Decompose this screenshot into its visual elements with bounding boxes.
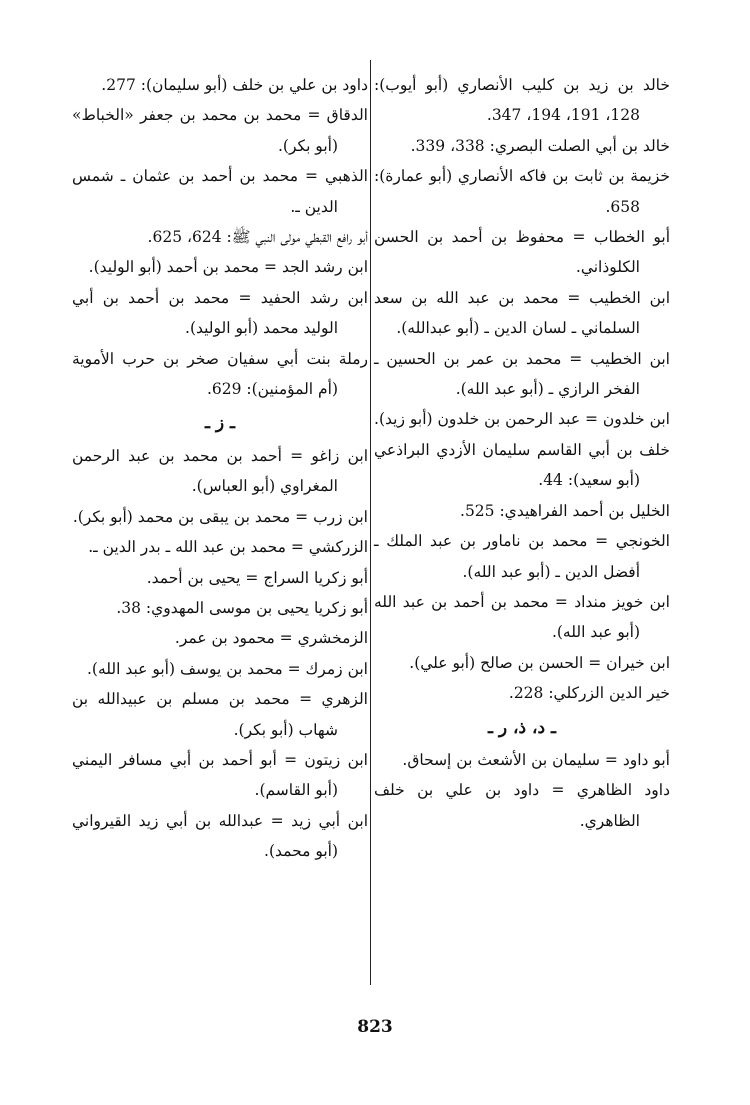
index-entry: ابن زمرك = محمد بن يوسف (أبو عبد الله).: [87, 659, 368, 678]
index-entry: الزركشي = محمد بن عبد الله ـ بدر الدين ـ.: [88, 538, 368, 557]
index-entry: ابن الخطيب = محمد بن عبد الله بن سعد السلماني ـ لسان الدين ـ (أبو عبدالله).: [374, 288, 670, 338]
index-entry: خير الدين الزركلي: 228.: [508, 684, 670, 703]
index-entry: أبو الخطاب = محفوظ بن أحمد بن الحسن الكلوذاني.: [374, 228, 670, 277]
index-entry: الدقاق = محمد بن محمد بن جعفر «الخباط» (أبو بكر).: [72, 106, 368, 155]
index-entry: ابن خلدون = عبد الرحمن بن خلدون (أبو زيد).: [374, 410, 670, 429]
index-entry: أبو رافع القبطي مولى النبي ﷺ: 624، 625.: [147, 228, 368, 247]
index-entry: خلف بن أبي القاسم سليمان الأزدي البراذعي (أبو سعيد): 44.: [374, 440, 670, 490]
index-entry: داود الظاهري = داود بن علي بن خلف الظاهري.: [374, 781, 670, 830]
index-entry: خزيمة بن ثابت بن فاكه الأنصاري (أبو عمارة): 658.: [374, 167, 670, 216]
index-entry: ابن زيتون = أبو أحمد بن أبي مسافر اليمني (أبو القاسم).: [72, 750, 368, 800]
index-entry: أبو زكريا يحيى بن موسى المهدوي: 38.: [116, 598, 368, 617]
index-entry: ابن رشد الحفيد = محمد بن أحمد بن أبي الوليد محمد (أبو الوليد).: [72, 288, 368, 338]
section-heading: ـ ز ـ: [204, 413, 235, 434]
index-entry: ابن زاغو = أحمد بن محمد بن عبد الرحمن المغراوي (أبو العباس).: [72, 446, 368, 496]
index-entry: الخليل بن أحمد الفراهيدي: 525.: [460, 501, 670, 520]
index-entry: خالد بن زيد بن كليب الأنصاري (أبو أيوب): 128، 191، 194، 347.: [374, 76, 670, 125]
index-entry: رملة بنت أبي سفيان صخر بن حرب الأموية (أم المؤمنين): 629.: [72, 349, 368, 399]
index-entry: أبو زكريا السراج = يحيى بن أحمد.: [146, 568, 368, 587]
index-entry: الزهري = محمد بن مسلم بن عبيدالله بن شهاب (أبو بكر).: [72, 690, 368, 739]
index-entry: خالد بن أبي الصلت البصري: 338، 339.: [410, 136, 670, 155]
right-column: [374, 70, 670, 836]
column-divider: [370, 60, 371, 985]
index-entry: ابن أبي زيد = عبدالله بن أبي زيد القيرواني (أبو محمد).: [72, 811, 368, 861]
index-entry: أبو داود = سليمان بن الأشعث بن إسحاق.: [402, 750, 670, 769]
page-number: 823: [357, 1017, 393, 1037]
index-entry: ابن خيران = الحسن بن صالح (أبو علي).: [409, 653, 670, 672]
index-entry: داود بن علي بن خلف (أبو سليمان): 277.: [101, 76, 368, 94]
index-entry: ابن زرب = محمد بن يبقى بن محمد (أبو بكر).: [72, 507, 368, 526]
index-entry: الخونجي = محمد بن ناماور بن عبد الملك ـ أفضل الدين ـ (أبو عبد الله).: [374, 532, 670, 581]
section-heading: ـ د، ذ، ر ـ: [488, 717, 556, 738]
index-entry: ابن الخطيب = محمد بن عمر بن الحسين ـ الفخر الرازي ـ (أبو عبد الله).: [374, 349, 670, 399]
index-entry: ابن رشد الجد = محمد بن أحمد (أبو الوليد).: [88, 258, 368, 277]
index-entry: ابن خويز منداد = محمد بن أحمد بن عبد الله (أبو عبد الله).: [374, 592, 670, 642]
index-entry: الزمخشري = محمود بن عمر.: [174, 629, 368, 648]
index-entry: الذهبي = محمد بن أحمد بن عثمان ـ شمس الدين ـ.: [72, 167, 368, 216]
left-column: [72, 70, 368, 867]
